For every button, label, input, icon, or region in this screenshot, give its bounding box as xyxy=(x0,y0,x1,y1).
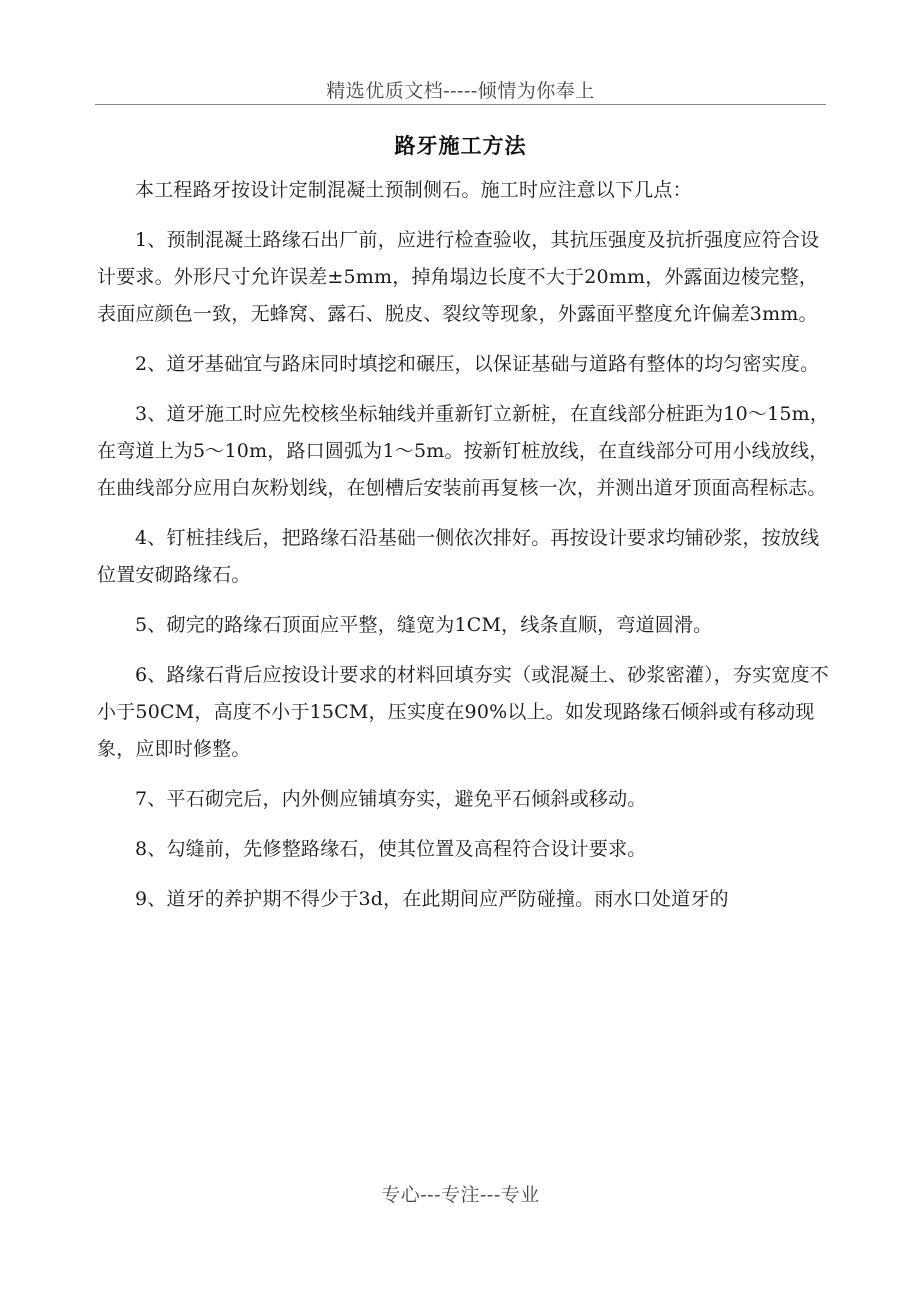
header-divider xyxy=(95,104,826,105)
paragraph-item-5: 5、砌完的路缘石顶面应平整，缝宽为1CM，线条直顺，弯道圆滑。 xyxy=(135,614,713,636)
document-body xyxy=(97,172,832,918)
document-title: 路牙施工方法 xyxy=(394,133,527,158)
intro-paragraph: 本工程路牙按设计定制混凝土预制侧石。施工时应注意以下几点： xyxy=(135,179,692,201)
page-header: 精选优质文档-----倾情为你奉上 xyxy=(326,80,595,102)
page-footer: 专心---专注---专业 xyxy=(381,1184,540,1206)
paragraph-item-8: 8、勾缝前，先修整路缘石，使其位置及高程符合设计要求。 xyxy=(135,838,647,860)
paragraph-item-2: 2、道牙基础宜与路床同时填挖和碾压，以保证基础与道路有整体的均匀密实度。 xyxy=(135,353,820,375)
paragraph-item-1: 1、预制混凝土路缘石出厂前，应进行检查验收，其抗压强度及抗折强度应符合设计要求。外形尺寸允许误差±5mm，掉角塌边长度不大于20mm，外露面边棱完整，表面应颜色一致，无蜂窝、露石、脱皮、裂纹等现象，外露面平整度允许偏差3mm。 xyxy=(97,229,820,325)
paragraph-item-9: 9、道牙的养护期不得少于3d，在此期间应严防碰撞。雨水口处道牙的 xyxy=(135,888,729,910)
paragraph-item-4: 4、钉桩挂线后，把路缘石沿基础一侧依次排好。再按设计要求均铺砂浆，按放线位置安砌路缘石。 xyxy=(97,527,820,586)
paragraph-item-3: 3、道牙施工时应先校核坐标轴线并重新钉立新桩，在直线部分桩距为10～15m，在弯道上为5～10m，路口圆弧为1～5m。按新钉桩放线，在直线部分可用小线放线，在曲线部分应用白灰粉划线，在刨槽后安装前再复核一次，并测出道牙顶面高程标志。 xyxy=(97,403,830,499)
paragraph-item-6: 6、路缘石背后应按设计要求的材料回填夯实（或混凝土、砂浆密灌），夯实宽度不小于50CM，高度不小于15CM，压实度在90%以上。如发现路缘石倾斜或有移动现象，应即时修整。 xyxy=(97,664,829,760)
paragraph-item-7: 7、平石砌完后，内外侧应铺填夯实，避免平石倾斜或移动。 xyxy=(135,788,647,810)
